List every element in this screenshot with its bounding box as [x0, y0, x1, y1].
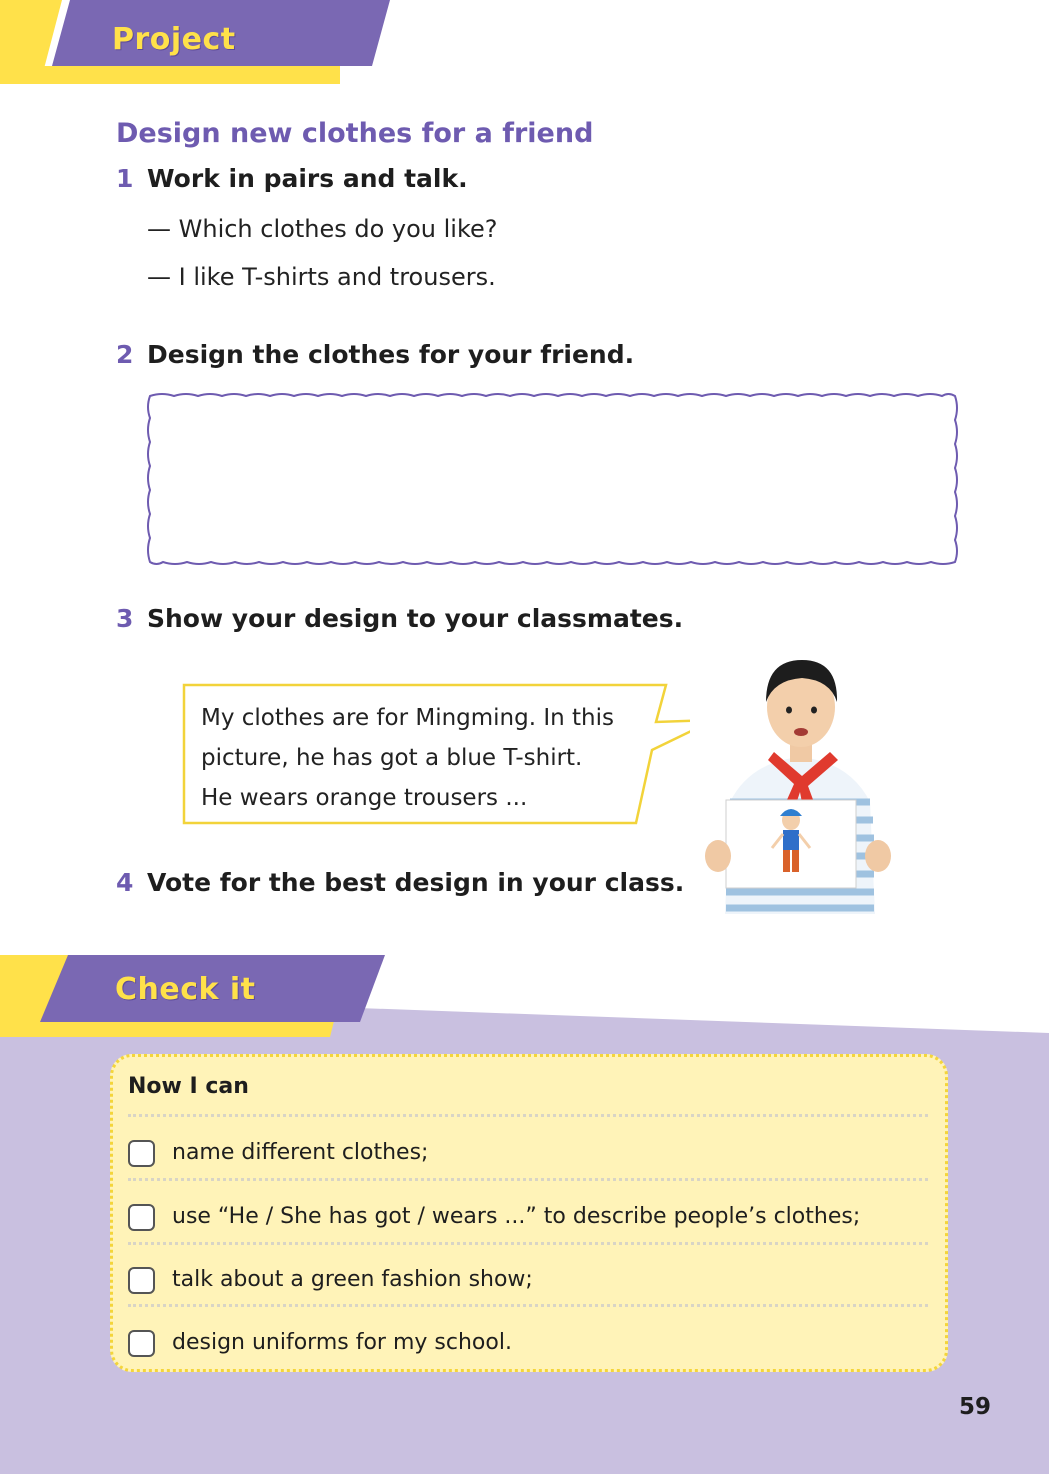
design-drawing-area[interactable] [140, 386, 970, 576]
check-heading: Now I can [128, 1074, 249, 1099]
check-item-1-checkbox[interactable] [128, 1140, 155, 1167]
dialog-line-1: — Which clothes do you like? [147, 215, 498, 243]
check-item-1-text: name different clothes; [172, 1140, 429, 1165]
separator [128, 1242, 928, 1245]
page-number: 59 [958, 1394, 991, 1420]
separator [128, 1178, 928, 1181]
boy-holding-drawing-photo [690, 652, 910, 914]
speech-line-1: My clothes are for Mingming. In this [201, 705, 615, 731]
speech-bubble-text [201, 698, 641, 818]
step-4-number: 4 [116, 868, 134, 897]
speech-line-2: picture, he has got a blue T-shirt. [201, 745, 583, 771]
check-item-4-checkbox[interactable] [128, 1330, 155, 1357]
step-2-text: Design the clothes for your friend. [147, 340, 635, 369]
project-title: Project [112, 22, 236, 57]
speech-line-3: He wears orange trousers ... [201, 785, 528, 811]
project-subtitle: Design new clothes for a friend [116, 118, 594, 149]
step-1-number: 1 [116, 164, 134, 193]
check-item-2-text: use “He / She has got / wears ...” to describe people’s clothes; [172, 1204, 861, 1229]
step-1-text: Work in pairs and talk. [147, 164, 468, 193]
check-item-3-text: talk about a green fashion show; [172, 1267, 533, 1292]
check-item-2-checkbox[interactable] [128, 1204, 155, 1231]
separator [128, 1114, 928, 1117]
step-3-text: Show your design to your classmates. [147, 604, 684, 633]
dialog-line-2: — I like T-shirts and trousers. [147, 263, 496, 291]
step-3-number: 3 [116, 604, 134, 633]
separator [128, 1304, 928, 1307]
check-item-4-text: design uniforms for my school. [172, 1330, 512, 1355]
step-4-text: Vote for the best design in your class. [147, 868, 685, 897]
check-item-3-checkbox[interactable] [128, 1267, 155, 1294]
check-it-title: Check it [115, 972, 256, 1007]
step-2-number: 2 [116, 340, 134, 369]
